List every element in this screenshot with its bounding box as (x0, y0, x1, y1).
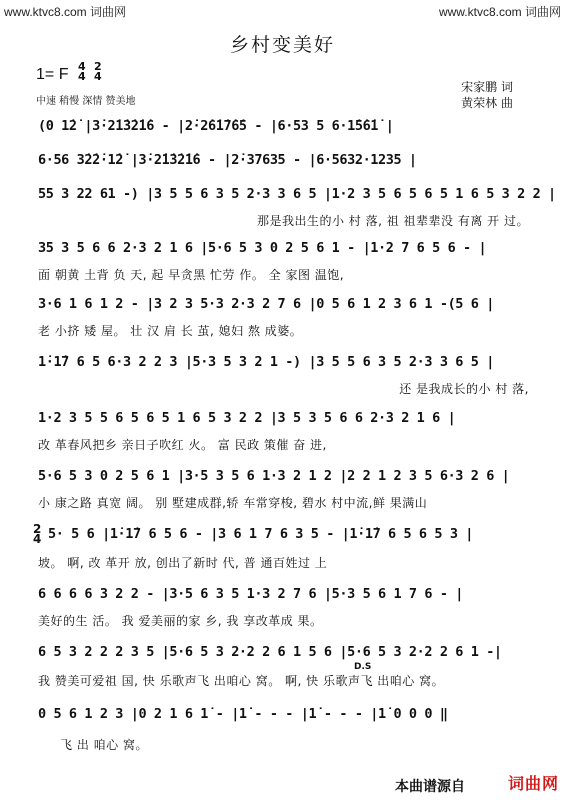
meter2-top: 2 (94, 60, 102, 73)
meter-change-bottom: 4 (33, 532, 42, 546)
lyricist-credit: 宋家鹏 词 (461, 80, 513, 94)
lyrics-line-11: 我 赞美可爱祖 国, 快 乐歌声飞 出咱心 窝。 啊, 快 乐歌声飞 出咱心 窝。 (38, 674, 445, 688)
lyrics-line-12: 飞 出 咱心 窝。 (60, 738, 148, 752)
source-label: 本曲谱源自 (395, 779, 465, 795)
score-line-11: 6 5 3 2 2 2 3 5 |5·6 5 3 2·2 2 6 1 5 6 |5·6 5 3 2·2 2 6 1 -| (38, 644, 502, 660)
lyrics-line-5: 老 小挤 矮 屋。 壮 汉 肩 长 茧, 媳妇 熬 成婆。 (38, 324, 303, 338)
composer-credit: 黄荣林 曲 (461, 96, 513, 110)
dal-segno-mark: D.S (354, 662, 372, 672)
time-signature-2 (94, 62, 102, 82)
lyrics-line-3: 那是我出生的小 村 落, 祖 祖辈辈没 有离 开 过。 (256, 214, 529, 228)
score-line-4: 35 3 5 6 6 2·3 2 1 6 |5·6 5 3 0 2 5 6 1 - |1·2 7 6 5 6 - | (38, 240, 487, 256)
watermark-right: www.ktvc8.com 词曲网 (438, 5, 561, 19)
meter-change-top: 2 (33, 522, 42, 536)
site-logo: 词曲网 (507, 774, 559, 793)
meter-change-2-4 (33, 524, 41, 544)
tempo-marking: 中速 稍慢 深情 赞美地 (36, 96, 136, 107)
lyrics-line-7: 改 革春风把乡 亲日子吹红 火。 富 民政 策催 奋 进, (38, 438, 327, 452)
score-line-9: 5· 5 6 |1̇·1̇7 6 5 6 - |3 6 1 7 6 3 5 - |1̇·1̇7 6 5 6 5 3 | (48, 526, 474, 542)
score-line-6: 1̇·1̇7 6 5 6·3 2 2 3 |5·3 5 3 2 1 -) |3 5 5 6 3 5 2·3 3 6 5 | (38, 354, 494, 370)
time-signature-1 (78, 62, 86, 82)
meter1-top: 4 (78, 60, 86, 73)
lyrics-line-4: 面 朝黄 土背 负 天, 起 早贪黑 忙劳 作。 全 家图 温饱, (38, 268, 345, 282)
lyrics-line-9: 坡。 啊, 改 革开 放, 创出了新时 代, 普 通百姓过 上 (38, 556, 328, 570)
score-line-3: 55 3 22 61 -) |3 5 5 6 3 5 2·3 3 6 5 |1·2 3 5 6 5 6 5 1 6 5 3 2 2 | (38, 186, 556, 202)
meter1-bottom: 4 (78, 70, 86, 83)
lyrics-line-6: 还 是我成长的小 村 落, (399, 382, 529, 396)
song-title: 乡村变美好 (229, 34, 335, 56)
score-line-8: 5·6 5 3 0 2 5 6 1 |3·5 3 5 6 1·3 2 1 2 |2 2 1 2 3 5 6·3 2 6 | (38, 468, 510, 484)
score-line-7: 1·2 3 5 5 6 5 6 5 1 6 5 3 2 2 |3 5 3 5 6 6 2·3 2 1 6 | (38, 410, 456, 426)
score-line-5: 3·6 1 6 1 2 - |3 2 3 5·3 2·3 2 7 6 |0 5 6 1 2 3 6 1 -(5 6 | (38, 296, 494, 312)
score-line-12: 0 5 6 1 2 3 |0 2 1 6 1̇ - |1̇ - - - |1̇ - - - |1̇ 0 0 0 ‖ (38, 706, 448, 722)
score-line-10: 6 6 6 6 3 2 2 - |3·5 6 3 5 1·3 2 7 6 |5·3 5 6 1 7 6 - | (38, 586, 464, 602)
meter2-bottom: 4 (94, 70, 102, 83)
score-line-2: 6·56 3̇2̇2̇·1̇2̇ |3̇·2̇1̇3̇2̇1̇6 - |2̇·37635 - |6·5632·1235 | (38, 152, 417, 168)
key-signature: 1= F (36, 66, 69, 83)
lyrics-line-8: 小 康之路 真宽 阔。 别 墅建成群,轿 车常穿梭, 碧水 村中流,鲜 果满山 (38, 496, 428, 510)
score-line-1: (0 1̇2̇ |3̇·2̇1̇3̇2̇1̇6 - |2̇·2̇6̇1̇7̇6̇5 - |6·53 5 6·1̇5̇6̇1̇ | (38, 118, 394, 134)
watermark-left: www.ktvc8.com 词曲网 (4, 5, 127, 19)
lyrics-line-10: 美好的生 活。 我 爱美丽的家 乡, 我 享改革成 果。 (38, 614, 323, 628)
